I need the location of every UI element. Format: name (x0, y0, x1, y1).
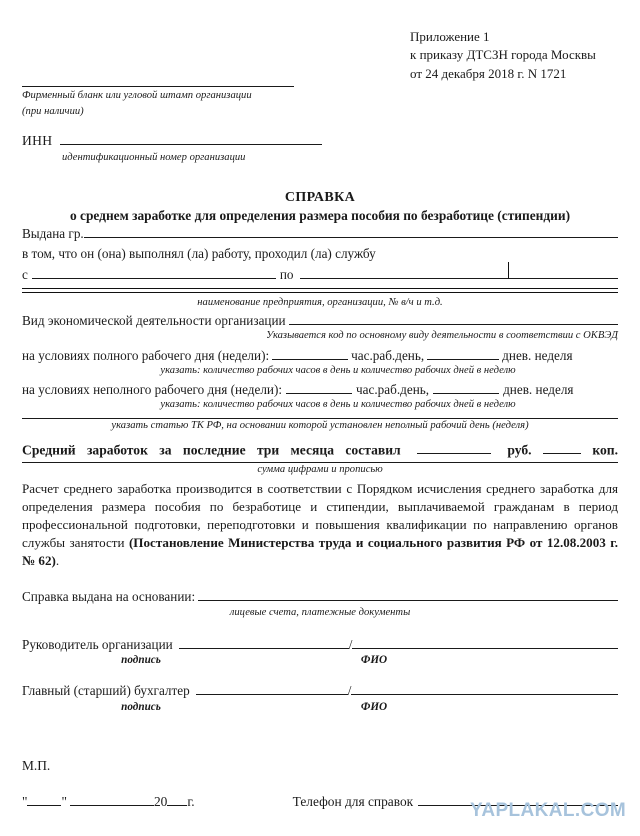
basis-caption: лицевые счета, платежные документы (229, 606, 411, 618)
phone-label: Телефон для справок (292, 794, 414, 810)
calculation-text-part2: . (55, 553, 60, 569)
activity-label: Вид экономической деятельности организации (22, 312, 286, 328)
average-earnings-rub-input[interactable] (417, 442, 491, 455)
form-body (22, 225, 618, 713)
average-earnings-label: Средний заработок за последние три месяца составил (22, 442, 401, 458)
part-time-hours-unit: час.раб.день, (356, 381, 430, 397)
issued-to-label: Выдана гр. (22, 226, 84, 241)
activity-caption: Указывается код по основному виду деятельности в соответствии с ОКВЭД (266, 329, 618, 341)
organization-caption: наименование предприятия, организации, № в/ч и т.д. (197, 296, 443, 308)
average-earnings-kop-unit: коп. (592, 442, 618, 458)
director-captions (22, 654, 618, 666)
calculation-paragraph (22, 480, 618, 570)
activity-row (22, 312, 618, 329)
director-signature-block (22, 636, 618, 666)
accountant-signature-caption: подпись (121, 700, 161, 713)
title-block (22, 190, 618, 224)
header-line-date: от 24 декабря 2018 г. N 1721 (410, 65, 567, 81)
part-time-hours-input[interactable] (286, 382, 352, 394)
period-to-label: по (279, 266, 294, 282)
period-from-input[interactable] (32, 267, 276, 279)
accountant-name-caption: ФИО (360, 700, 388, 713)
service-statement: в том, что он (она) выполнял (ла) работу, проходил (ла) службу (22, 246, 376, 262)
part-time-days-unit: днев. неделя (503, 381, 574, 397)
basis-row (22, 588, 618, 605)
page-title: СПРАВКА (284, 190, 356, 205)
accountant-signature-input[interactable] (196, 683, 348, 695)
full-time-days-unit: днев. неделя (502, 347, 573, 363)
date-year-suffix: г. (187, 794, 195, 810)
part-time-row (22, 381, 618, 398)
sum-in-words-caption: сумма цифрами и прописью (257, 464, 383, 476)
director-label: Руководитель организации (22, 636, 173, 652)
period-to-input[interactable] (300, 267, 618, 279)
accountant-captions (22, 701, 618, 713)
part-time-days-input[interactable] (433, 382, 499, 394)
organization-name-rule (22, 288, 618, 293)
letterhead-rule (22, 86, 294, 87)
accountant-signature-block (22, 682, 618, 712)
full-time-caption: указать: количество рабочих часов в день и количество рабочих дней в неделю (160, 365, 516, 377)
site-watermark: YAPLAKAL.COM (470, 800, 627, 821)
accountant-label: Главный (старший) бухгалтер (22, 683, 190, 699)
director-signature-input[interactable] (179, 636, 349, 648)
full-time-days-input[interactable] (427, 348, 499, 360)
date-year-input[interactable] (167, 794, 187, 806)
date-quote-open: " (22, 794, 28, 810)
letterhead-caption-line2: (при наличии) (22, 105, 84, 117)
stamp-placeholder-label: М.П. (22, 758, 51, 773)
page-subtitle: о среднем заработке для определения размера пособия по безработице (стипендии) (69, 208, 571, 223)
basis-input[interactable] (198, 589, 618, 601)
accountant-row (22, 682, 618, 699)
date-day-input[interactable] (27, 794, 61, 806)
letterhead-caption-line1: Фирменный бланк или угловой штамп организации (22, 90, 252, 101)
average-earnings-row (22, 442, 618, 459)
activity-input[interactable] (289, 312, 618, 324)
document-header-reference (410, 28, 640, 83)
director-row (22, 636, 618, 653)
full-time-label: на условиях полного рабочего дня (недели): (22, 347, 270, 363)
average-earnings-rub-unit: руб. (507, 442, 532, 458)
accountant-separator: / (347, 683, 352, 699)
date-quote-close: " (61, 794, 67, 810)
tk-article-caption: указать статью ТК РФ, на основании которой установлен неполный рабочий день (неделя) (111, 420, 529, 432)
date-year-prefix: 20 (153, 794, 168, 810)
period-row (22, 266, 618, 283)
calculation-regulation-reference: (Постановление Министерства труда и социального развития РФ от 12.08.2003 г. № 62) (22, 535, 618, 569)
part-time-label: на условиях неполного рабочего дня (недели): (22, 381, 283, 397)
issued-to-input[interactable] (84, 226, 618, 238)
full-time-hours-unit: час.раб.день, (351, 347, 425, 363)
header-line-appendix: Приложение 1 (410, 29, 490, 44)
inn-caption: идентификационный номер организации (62, 151, 246, 163)
director-name-caption: ФИО (360, 654, 388, 667)
letterhead-block (22, 86, 294, 119)
part-time-caption: указать: количество рабочих часов в день и количество рабочих дней в неделю (160, 399, 516, 411)
director-signature-caption: подпись (121, 654, 161, 667)
basis-label: Справка выдана на основании: (22, 589, 196, 605)
period-from-label: с (22, 266, 28, 282)
full-time-hours-input[interactable] (272, 348, 348, 360)
text-cursor (508, 262, 509, 279)
inn-label: ИНН (22, 132, 53, 148)
inn-block (22, 130, 322, 164)
average-earnings-kop-input[interactable] (543, 442, 581, 455)
date-month-input[interactable] (70, 794, 154, 806)
director-name-input[interactable] (352, 636, 618, 648)
issued-to-row (22, 225, 618, 242)
full-time-row (22, 347, 618, 364)
calculation-text-part1: Расчет среднего заработка производится в соответствии с Порядком исчисления среднего заработка для определения размера пособия по безработице и стипендии, выплачиваемой гражданам в период профессиональной подготовки, переподготовки и повышения квалификации по направлению органов службы занятости (22, 481, 618, 551)
accountant-name-input[interactable] (351, 683, 618, 695)
header-line-order: к приказу ДТСЗН города Москвы (410, 47, 596, 63)
director-separator: / (348, 636, 353, 652)
inn-input[interactable] (60, 130, 322, 145)
